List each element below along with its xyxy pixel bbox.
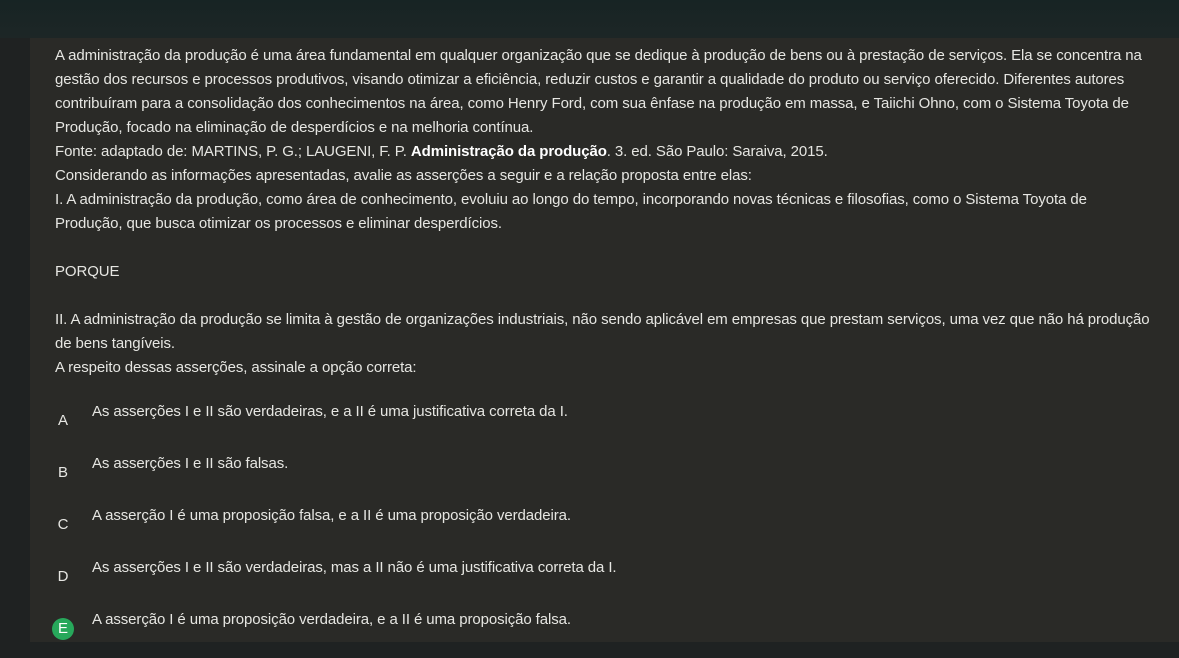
option-text-c: A asserção I é uma proposição falsa, e a II é uma proposição verdadeira.	[92, 507, 571, 524]
option-text-a: As asserções I e II são verdadeiras, e a II é uma justificativa correta da I.	[92, 403, 568, 420]
option-d[interactable]	[52, 554, 1152, 606]
context-paragraph: A administração da produção é uma área fundamental em qualquer organização que se dedique à produção de bens ou à prestação de serviços. Ela se concentra na gestão dos recursos e processos produtivos, visando otimizar a eficiência, reduzir custos e garantir a qualidade do produto ou serviço oferecido. Diferentes autores contribuíram para a consolidação dos conhecimentos na área, como Henry Ford, com sua ênfase na produção em massa, e Taiichi Ohno, com o Sistema Toyota de Produção, focado na eliminação de desperdícios e na melhoria contínua.	[55, 47, 1142, 136]
answer-options	[52, 398, 1152, 658]
option-e[interactable]	[52, 606, 1152, 658]
option-letter-e-correct-badge: E	[52, 618, 74, 640]
option-letter-b: B	[57, 464, 68, 481]
option-letter-c: C	[57, 516, 69, 533]
question-panel	[30, 38, 1179, 642]
option-text-b: As asserções I e II são falsas.	[92, 455, 289, 472]
option-letter-d: D	[57, 568, 69, 585]
source-citation	[55, 140, 1155, 164]
source-prefix: Fonte: adaptado de: MARTINS, P. G.; LAUGENI, F. P.	[55, 143, 411, 160]
connector-text: PORQUE	[55, 263, 120, 280]
assertion-one: I. A administração da produção, como área de conhecimento, evoluiu ao longo do tempo, incorporando novas técnicas e filosofias, como o Sistema Toyota de Produção, que busca otimizar os processos e eliminar desperdícios.	[55, 191, 1087, 232]
source-title: Administração da produção	[410, 143, 607, 160]
prompt-text: A respeito dessas asserções, assinale a opção correta:	[55, 359, 417, 376]
option-letter-a: A	[57, 412, 68, 429]
top-bar	[0, 0, 1179, 38]
option-text-d: As asserções I e II são verdadeiras, mas a II não é uma justificativa correta da I.	[92, 559, 617, 576]
source-suffix: . 3. ed. São Paulo: Saraiva, 2015.	[606, 143, 828, 160]
question-text	[55, 44, 1155, 380]
option-a[interactable]	[52, 398, 1152, 450]
option-b[interactable]	[52, 450, 1152, 502]
instruction-text: Considerando as informações apresentadas, avalie as asserções a seguir e a relação proposta entre elas:	[55, 167, 752, 184]
option-text-e: A asserção I é uma proposição verdadeira, e a II é uma proposição falsa.	[92, 611, 571, 628]
assertion-two: II. A administração da produção se limita à gestão de organizações industriais, não sendo aplicável em empresas que prestam serviços, uma vez que não há produção de bens tangíveis.	[55, 311, 1150, 352]
option-c[interactable]	[52, 502, 1152, 554]
